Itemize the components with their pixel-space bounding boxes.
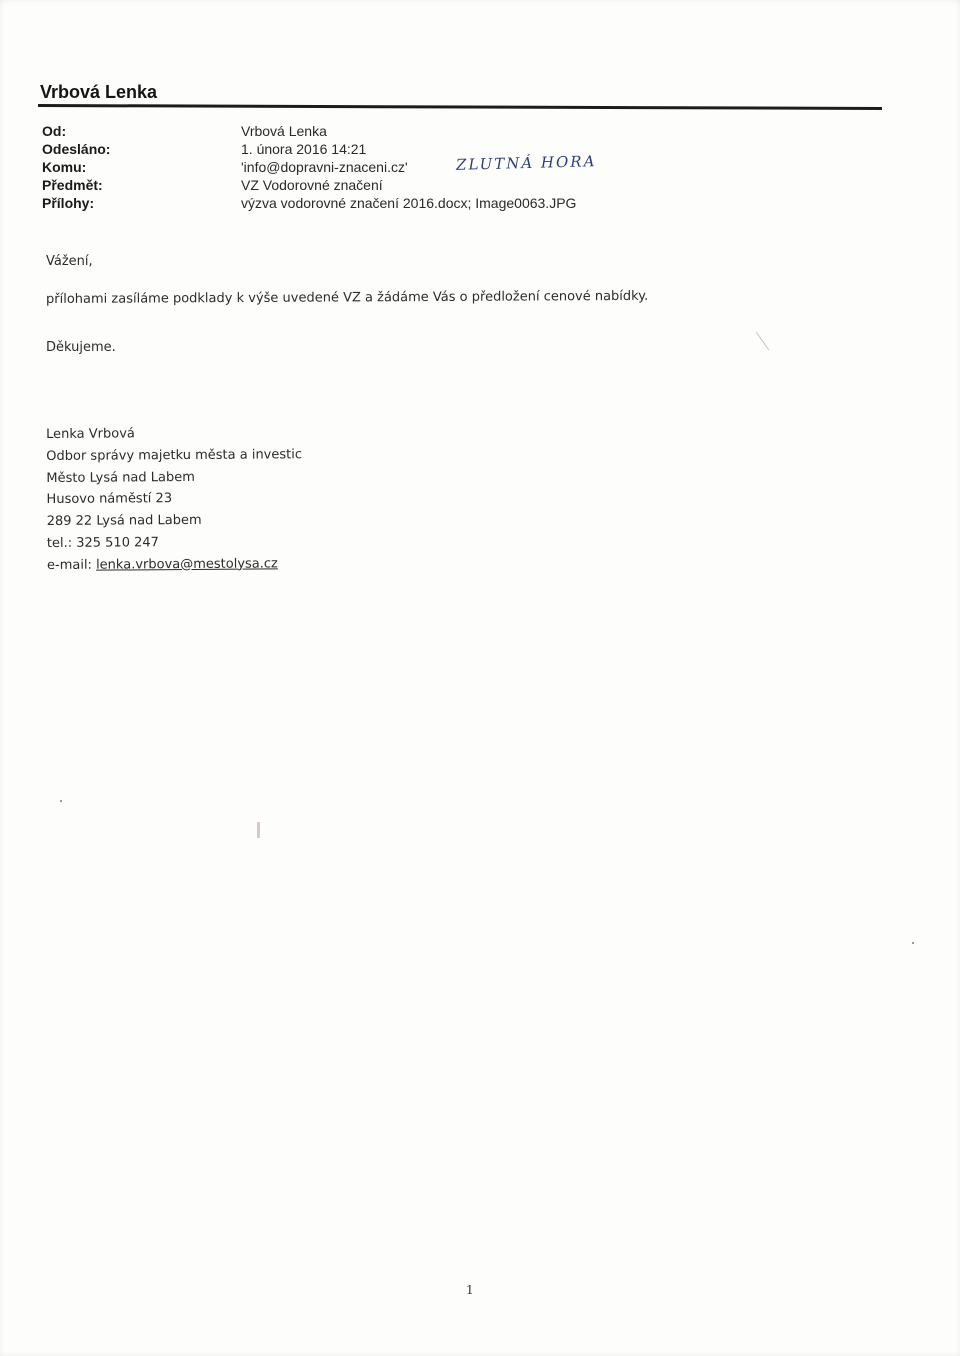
signature-block [46,422,303,576]
closing-thanks: Děkujeme. [46,340,116,355]
handwritten-note: ZLUTNÁ HORA [455,152,597,174]
header-label: Přílohy: [42,195,95,211]
title-divider [38,104,882,110]
scan-mark [756,332,769,351]
header-value: Vrbová Lenka [241,123,327,139]
signature-phone: tel.: 325 510 247 [46,535,159,551]
header-value: výzva vodorovné značení 2016.docx; Image0063.JPG [241,195,577,211]
signature-name: Lenka Vrbová [46,426,135,442]
signature-street: Husovo náměstí 23 [46,491,173,508]
sender-title: Vrbová Lenka [40,82,158,102]
scan-speck [60,800,62,802]
header-value: 1. února 2016 14:21 [241,141,367,157]
signature-email-label: e-mail: [46,557,97,573]
greeting: Vážení, [46,254,93,269]
signature-department: Odbor správy majetku města a investic [46,447,303,464]
message-body: přílohami zasíláme podklady k výše uvedené VZ a žádáme Vás o předložení cenové nabídky. [45,288,649,307]
header-value: 'info@dopravni-znaceni.cz' [241,159,408,175]
header-value: VZ Vodorovné značení [241,177,383,193]
signature-organization: Město Lysá nad Labem [46,469,195,486]
header-label: Odesláno: [42,141,111,157]
header-label: Komu: [42,159,87,175]
page-number: 1 [466,1283,474,1297]
signature-email-link[interactable]: lenka.vrbova@mestolysa.cz [95,556,278,573]
scan-speck [912,942,914,944]
signature-email-line [47,553,303,577]
scan-speck [257,822,260,838]
header-label: Od: [42,123,67,139]
signature-city: 289 22 Lysá nad Labem [46,513,202,530]
header-label: Předmět: [42,177,103,193]
